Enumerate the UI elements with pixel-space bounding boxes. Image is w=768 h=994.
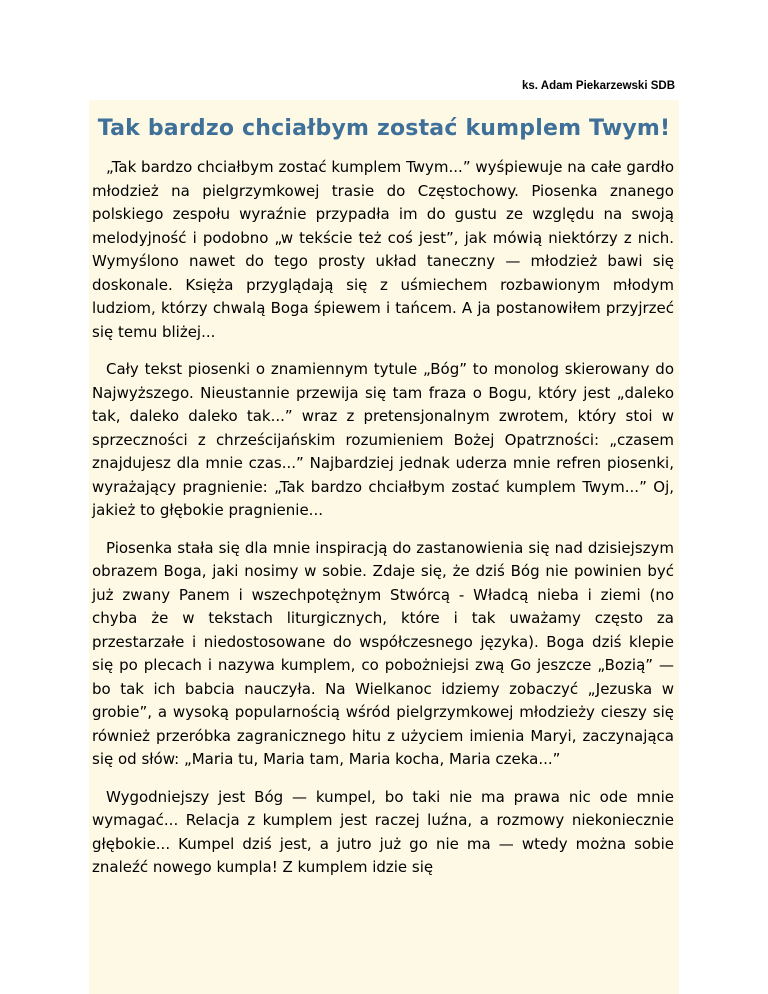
article-panel xyxy=(89,100,679,994)
paragraph-4: Wygodniejszy jest Bóg — kumpel, bo taki nie ma prawa nic ode mnie wymagać... Relacja z kumplem jest raczej luźna, a rozmowy niekoniecznie głębokie... Kumpel dziś jest, a jutro już go nie ma — wtedy można sobie znaleźć nowego kumpla! Z kumplem idzie się xyxy=(92,787,674,876)
paragraph-1: „Tak bardzo chciałbym zostać kumplem Twym...” wyśpiewuje na całe gardło młodzież na pielgrzymkowej trasie do Częstochowy. Piosenka znanego polskiego zespołu wyraźnie przypadła im do gustu ze względu na swoją melodyjność i podobno „w tekście też coś jest”, jak mówią niektórzy z nich. Wymyślono nawet do tego prosty układ taneczny — młodzież bawi się doskonale. Księża przyglądają się z uśmiechem rozbawionym młodym ludziom, którzy chwalą Boga śpiewem i tańcem. A ja postanowiłem przyjrzeć się temu bliżej... xyxy=(92,158,674,341)
article-body xyxy=(92,156,674,894)
article-title: Tak bardzo chciałbym zostać kumplem Twym! xyxy=(97,116,671,141)
paragraph-3: Piosenka stała się dla mnie inspiracją do zastanowienia się nad dzisiejszym obrazem Boga, jaki nosimy w sobie. Zdaje się, że dziś Bóg nie powinien być już zwany Panem i wszechpotężnym Stwórcą - Władcą nieba i ziemi (no chyba że w tekstach liturgicznych, które i tak uważamy często za przestarzałe i niedostosowane do współczesnego języka). Boga dziś klepie się po plecach i nazywa kumplem, co pobożniejsi zwą Go jeszcze „Bozią” — bo tak ich babcia nauczyła. Na Wielkanoc idziemy zobaczyć „Jezuska w grobie”, a wysoką popularnością wśród pielgrzymkowej młodzieży cieszy się również przeróbka zagranicznego hitu z użyciem imienia Maryi, zaczynająca się od słów: „Maria tu, Maria tam, Maria kocha, Maria czeka...” xyxy=(92,538,674,768)
paragraph-2: Cały tekst piosenki o znamiennym tytule „Bóg” to monolog skierowany do Najwyższego. Nieustannie przewija się tam fraza o Bogu, który jest „daleko tak, daleko daleko tak...” wraz z pretensjonalnym zwrotem, który stoi w sprzeczności z chrześcijańskim rozumieniem Bożej Opatrzności: „czasem znajdujesz dla mnie czas...” Najbardziej jednak uderza mnie refren piosenki, wyrażający pragnienie: „Tak bardzo chciałbym zostać kumplem Twym...” Oj, jakież to głębokie pragnienie... xyxy=(92,360,674,519)
author-byline: ks. Adam Piekarzewski SDB xyxy=(522,80,675,92)
